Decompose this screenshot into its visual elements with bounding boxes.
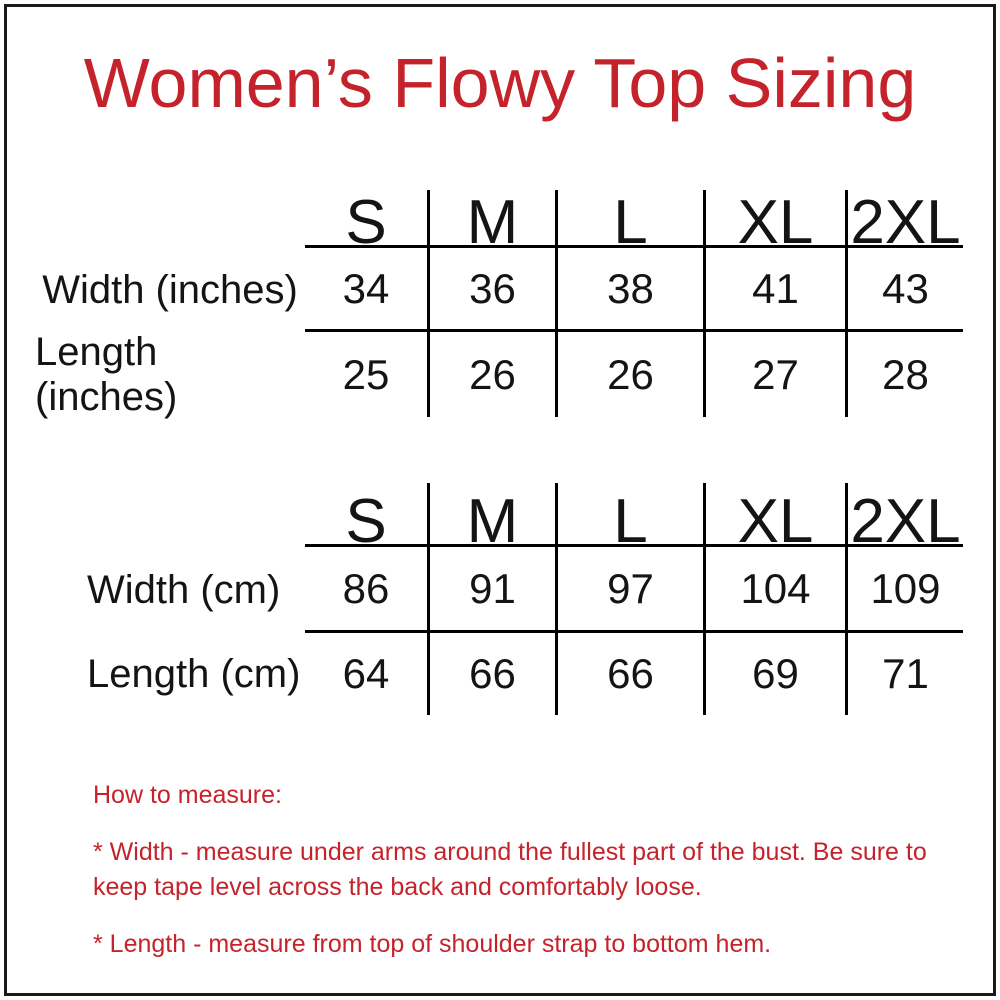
measure-note-length: * Length - measure from top of shoulder strap to bottom hem. xyxy=(93,930,772,958)
table-corner-cell xyxy=(35,190,305,248)
size-header-label: XL xyxy=(737,188,814,257)
size-value: 38 xyxy=(555,248,703,332)
size-header-label: 2XL xyxy=(850,487,961,556)
size-header-xl xyxy=(703,483,845,556)
size-value: 66 xyxy=(427,633,555,715)
size-header-s xyxy=(305,483,427,556)
size-header-m xyxy=(427,483,555,556)
size-header-label: L xyxy=(613,487,648,556)
size-value: 69 xyxy=(703,633,845,715)
size-header-label: M xyxy=(466,188,519,257)
size-value: 27 xyxy=(703,332,845,417)
size-header-label: XL xyxy=(737,487,814,556)
size-value: 26 xyxy=(427,332,555,417)
page-title: Women’s Flowy Top Sizing xyxy=(83,44,917,122)
size-value: 109 xyxy=(845,547,963,633)
size-value: 36 xyxy=(427,248,555,332)
size-value: 104 xyxy=(703,547,845,633)
measure-note-width: * Width - measure under arms around the fullest part of the bust. Be sure to keep tape level across the back and comfortably loose. xyxy=(93,838,927,901)
size-header-label: 2XL xyxy=(850,188,961,257)
size-value: 91 xyxy=(427,547,555,633)
size-value: 71 xyxy=(845,633,963,715)
row-label-width-inches: Width (inches) xyxy=(42,267,298,312)
how-to-measure-section xyxy=(93,778,957,984)
row-label-length-inches: Length (inches) xyxy=(35,329,178,419)
size-header-2xl xyxy=(845,188,963,257)
table-corner-cell xyxy=(35,483,305,547)
sizing-table-inches xyxy=(35,190,963,417)
how-to-measure-heading: How to measure: xyxy=(93,781,282,809)
row-label-length-cm: Length (cm) xyxy=(87,651,301,696)
size-value: 26 xyxy=(555,332,703,417)
size-value: 66 xyxy=(555,633,703,715)
size-value: 86 xyxy=(305,547,427,633)
row-label-width-cm: Width (cm) xyxy=(87,567,281,612)
size-value: 34 xyxy=(305,248,427,332)
size-header-s xyxy=(305,188,427,257)
size-header-l xyxy=(555,483,703,556)
size-header-label: S xyxy=(345,487,387,556)
size-header-xl xyxy=(703,188,845,257)
size-header-m xyxy=(427,188,555,257)
size-value: 28 xyxy=(845,332,963,417)
size-header-2xl xyxy=(845,483,963,556)
size-header-label: L xyxy=(613,188,648,257)
size-header-l xyxy=(555,188,703,257)
size-header-label: M xyxy=(466,487,519,556)
size-header-label: S xyxy=(345,188,387,257)
size-value: 41 xyxy=(703,248,845,332)
size-value: 97 xyxy=(555,547,703,633)
sizing-table-cm xyxy=(35,483,963,715)
size-value: 43 xyxy=(845,248,963,332)
size-value: 64 xyxy=(342,650,390,697)
size-value: 25 xyxy=(342,350,390,398)
